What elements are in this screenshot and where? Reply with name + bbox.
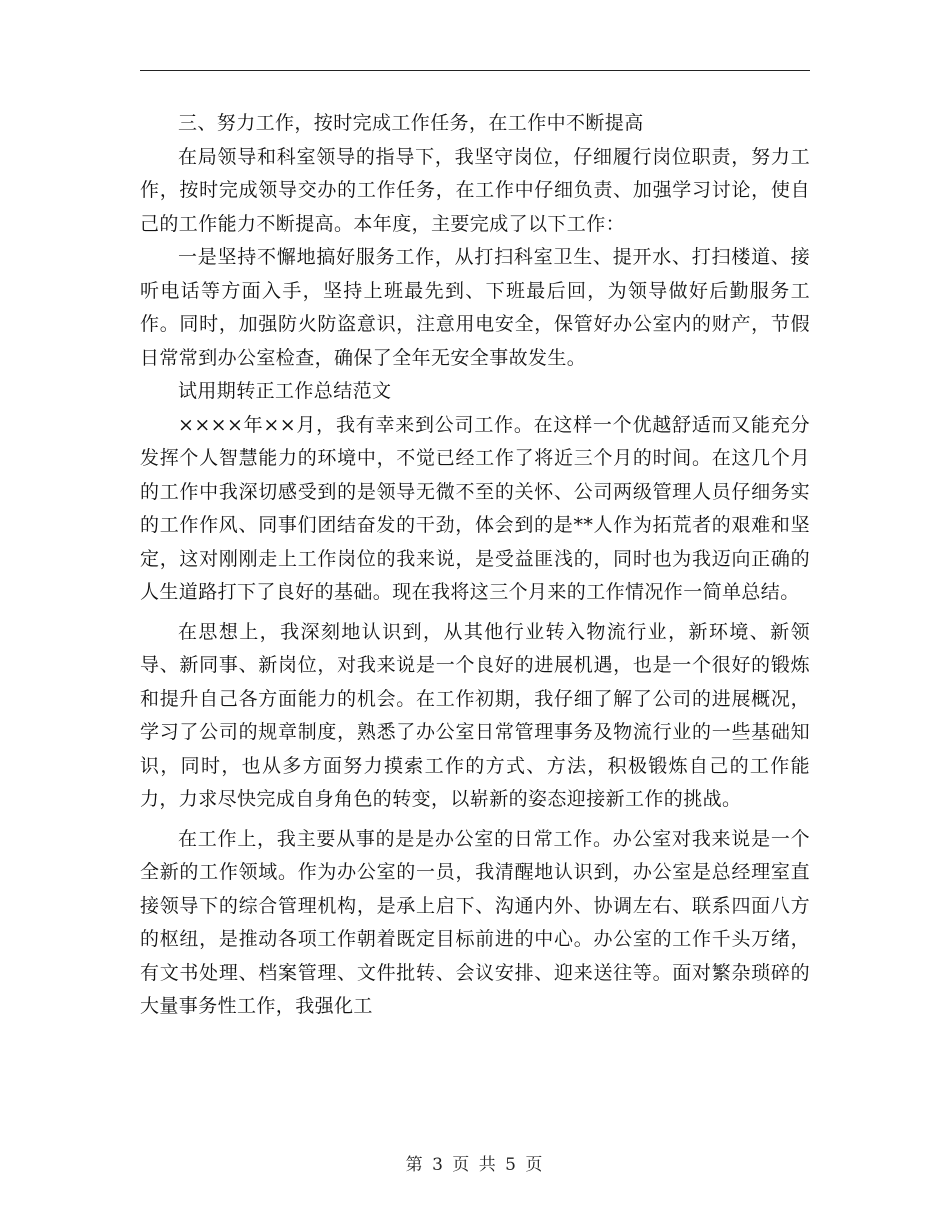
document-body <box>140 107 810 1024</box>
page-number: 第 3 页 共 5 页 <box>405 1155 545 1175</box>
paragraph-4: 在思想上，我深刻地认识到，从其他行业转入物流行业，新环境、新领导、新同事、新岗位，对我来说是一个良好的进展机遇，也是一个很好的锻炼和提升自己各方面能力的机会。在工作初期，我仔细了解了公司的进展概况，学习了公司的规章制度，熟悉了办公室日常管理事务及物流行业的一些基础知识，同时，也从多方面努力摸索工作的方式、方法，积极锻炼自己的工作能力，力求尽快完成自身角色的转变，以崭新的姿态迎接新工作的挑战。 <box>140 620 810 810</box>
section-heading: 三、努力工作，按时完成工作任务，在工作中不断提高 <box>178 112 644 134</box>
document-title: 试用期转正工作总结范文 <box>178 380 392 402</box>
paragraph-3: ××××年××月，我有幸来到公司工作。在这样一个优越舒适而又能充分发挥个人智慧能力的环境中，不觉已经工作了将近三个月的时间。在这几个月的工作中我深切感受到的是领导无微不至的关怀、公司两级管理人员仔细务实的工作作风、同事们团结奋发的干劲，体会到的是**人作为拓荒者的艰难和坚定，这对刚刚走上工作岗位的我来说，是受益匪浅的，同时也为我迈向正确的人生道路打下了良好的基础。现在我将这三个月来的工作情况作一简单总结。 <box>140 413 810 603</box>
header-rule <box>140 70 810 71</box>
paragraph-5: 在工作上，我主要从事的是是办公室的日常工作。办公室对我来说是一个全新的工作领域。作为办公室的一员，我清醒地认识到，办公室是总经理室直接领导下的综合管理机构，是承上启下、沟通内外、协调左右、联系四面八方的枢纽，是推动各项工作朝着既定目标前进的中心。办公室的工作千头万绪，有文书处理、档案管理、文件批转、会议安排、迎来送往等。面对繁杂琐碎的大量事务性工作，我强化工 <box>140 827 810 1017</box>
paragraph-1: 在局领导和科室领导的指导下，我坚守岗位，仔细履行岗位职责，努力工作，按时完成领导交办的工作任务，在工作中仔细负责、加强学习讨论，使自己的工作能力不断提高。本年度，主要完成了以下工作： <box>140 145 810 235</box>
paragraph-2: 一是坚持不懈地搞好服务工作，从打扫科室卫生、提开水、打扫楼道、接听电话等方面入手，坚持上班最先到、下班最后回，为领导做好后勤服务工作。同时，加强防火防盗意识，注意用电安全，保管好办公室内的财产，节假日常常到办公室检查，确保了全年无安全事故发生。 <box>140 246 810 369</box>
